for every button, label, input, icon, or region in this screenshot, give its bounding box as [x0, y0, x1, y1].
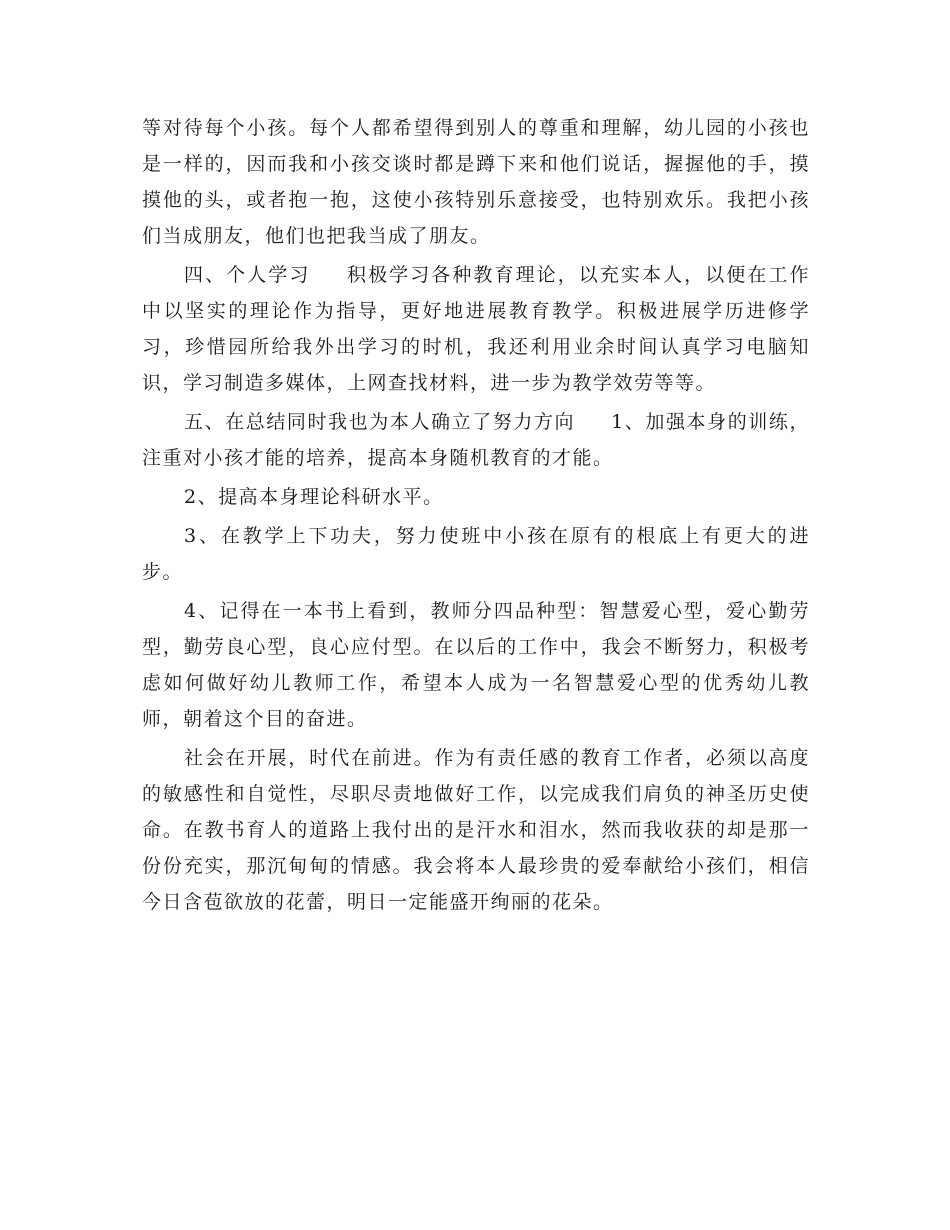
paragraph-item-4: 4、记得在一本书上看到，教师分四品种型：智慧爱心型，爱心勤劳型，勤劳良心型，良心应付型。在以后的工作中，我会不断努力，积极考虑如何做好幼儿教师工作，希望本人成为一名智慧爱心型的优秀幼儿教师，朝着这个目的奋进。 [142, 600, 810, 730]
paragraph-continuation: 等对待每个小孩。每个人都希望得到别人的尊重和理解，幼儿园的小孩也是一样的，因而我和小孩交谈时都是蹲下来和他们说话，握握他的手，摸摸他的头，或者抱一抱，这使小孩特别乐意接受，也特别欢乐。我把小孩们当成朋友，他们也把我当成了朋友。 [142, 117, 810, 247]
paragraph-personal-study-body: 积极学习各种教育理论，以充实本人，以便在工作中以坚实的理论作为指导，更好地进展教育教学。积极进展学历进修学习，珍惜园所给我外出学习的时机，我还利用业余时间认真学习电脑知识，学习制造多媒体，上网查找材料，进一步为教学效劳等等。 [142, 264, 810, 394]
paragraph-item-2: 2、提高本身理论科研水平。 [184, 486, 444, 508]
paragraph-personal-study [142, 257, 810, 401]
paragraph-conclusion: 社会在开展，时代在前进。作为有责任感的教育工作者，必须以高度的敏感性和自觉性，尽职尽责地做好工作，以完成我们肩负的神圣历史使命。在教书育人的道路上我付出的是汗水和泪水，然而我收获的却是那一份份充实，那沉甸甸的情感。我会将本人最珍贵的爱奉献给小孩们，相信今日含苞欲放的花蕾，明日一定能盛开绚丽的花朵。 [142, 747, 810, 913]
section-heading-personal-study: 四、个人学习 [184, 264, 311, 286]
document-page [142, 110, 810, 923]
paragraph-direction [142, 404, 810, 476]
section-heading-direction: 五、在总结同时我也为本人确立了努力方向 [184, 411, 576, 433]
paragraph-direction-body: 1、加强本身的训练，注重对小孩才能的培养，提高本身随机教育的才能。 [142, 411, 810, 469]
paragraph-item-3: 3、在教学上下功夫，努力使班中小孩在原有的根底上有更大的进步。 [142, 525, 810, 583]
